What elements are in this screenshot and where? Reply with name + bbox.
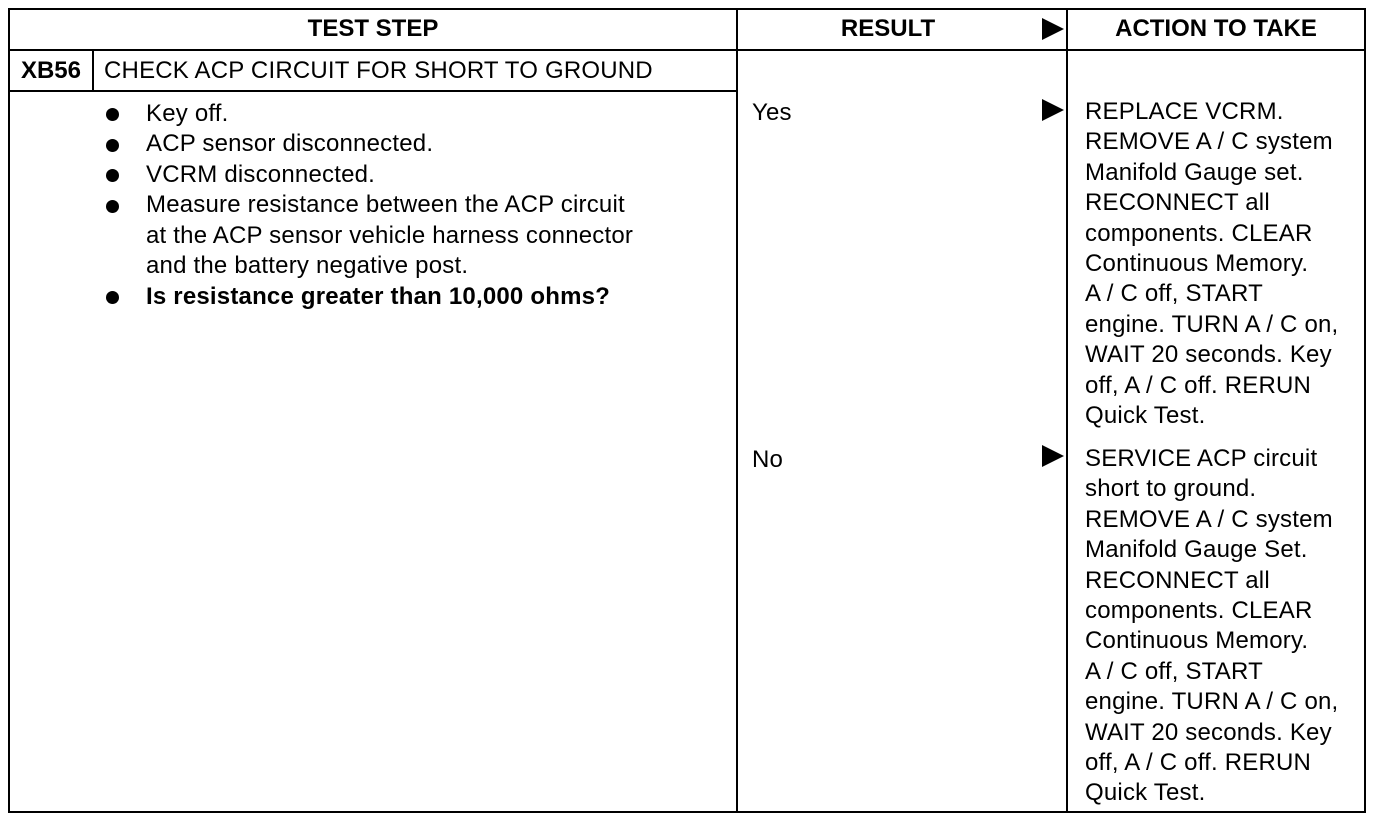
action-line: REPLACE VCRM.	[1085, 98, 1284, 125]
action-line: Continuous Memory.	[1085, 627, 1309, 655]
header-arrow-icon	[1042, 18, 1064, 40]
action-line: Quick Test.	[1085, 779, 1206, 807]
list-item-continuation: at the ACP sensor vehicle harness connector	[146, 222, 634, 249]
action-line: components. CLEAR	[1085, 597, 1313, 625]
bullet-icon	[106, 291, 119, 304]
arrow-right-icon	[1042, 445, 1064, 467]
action-line: SERVICE ACP circuit	[1085, 445, 1318, 472]
list-item: ACP sensor disconnected.	[146, 130, 434, 157]
result-no: No	[752, 446, 784, 473]
table-right-border	[1364, 8, 1366, 813]
action-line: A / C off, START	[1085, 280, 1263, 308]
bullet-icon	[106, 108, 119, 121]
list-item: Key off.	[146, 100, 229, 127]
action-line: off, A / C off. RERUN	[1085, 371, 1312, 399]
header-bottom-border	[8, 49, 1366, 51]
table-bottom-border	[8, 811, 1366, 813]
action-line: RECONNECT all	[1085, 566, 1270, 594]
result-column-divider	[736, 8, 738, 813]
action-line: off, A / C off. RERUN	[1085, 749, 1312, 777]
step-title: CHECK ACP CIRCUIT FOR SHORT TO GROUND	[104, 57, 653, 84]
step-title-bottom-border	[8, 90, 736, 92]
action-column-divider	[1066, 8, 1068, 813]
action-no	[1085, 444, 1338, 809]
question-item: Is resistance greater than 10,000 ohms?	[146, 283, 611, 310]
action-line: REMOVE A / C system	[1085, 505, 1333, 533]
action-line: engine. TURN A / C on,	[1085, 310, 1339, 338]
header-result: RESULT	[840, 15, 936, 42]
result-yes: Yes	[752, 99, 792, 126]
action-line: WAIT 20 seconds. Key	[1085, 341, 1332, 369]
table-left-border	[8, 8, 10, 813]
list-item-continuation: and the battery negative post.	[146, 252, 469, 279]
action-line: WAIT 20 seconds. Key	[1085, 718, 1332, 746]
action-line: Manifold Gauge set.	[1085, 158, 1304, 186]
action-line: engine. TURN A / C on,	[1085, 688, 1339, 716]
action-line: Continuous Memory.	[1085, 250, 1309, 278]
action-line: RECONNECT all	[1085, 189, 1270, 217]
action-line: REMOVE A / C system	[1085, 128, 1333, 156]
list-item: VCRM disconnected.	[146, 161, 376, 188]
bullet-icon	[106, 200, 119, 213]
list-item: Measure resistance between the ACP circuit	[146, 191, 625, 218]
action-yes	[1085, 97, 1338, 431]
step-code-divider	[92, 51, 94, 91]
arrow-right-icon	[1042, 99, 1064, 121]
action-line: components. CLEAR	[1085, 219, 1313, 247]
action-line: Manifold Gauge Set.	[1085, 536, 1308, 564]
header-test-step: TEST STEP	[307, 15, 439, 42]
action-line: A / C off, START	[1085, 657, 1263, 685]
step-code: XB56	[20, 57, 82, 84]
bullet-icon	[106, 139, 119, 152]
bullet-icon	[106, 169, 119, 182]
header-action: ACTION TO TAKE	[1115, 15, 1317, 42]
action-line: short to ground.	[1085, 475, 1257, 503]
action-line: Quick Test.	[1085, 402, 1206, 430]
